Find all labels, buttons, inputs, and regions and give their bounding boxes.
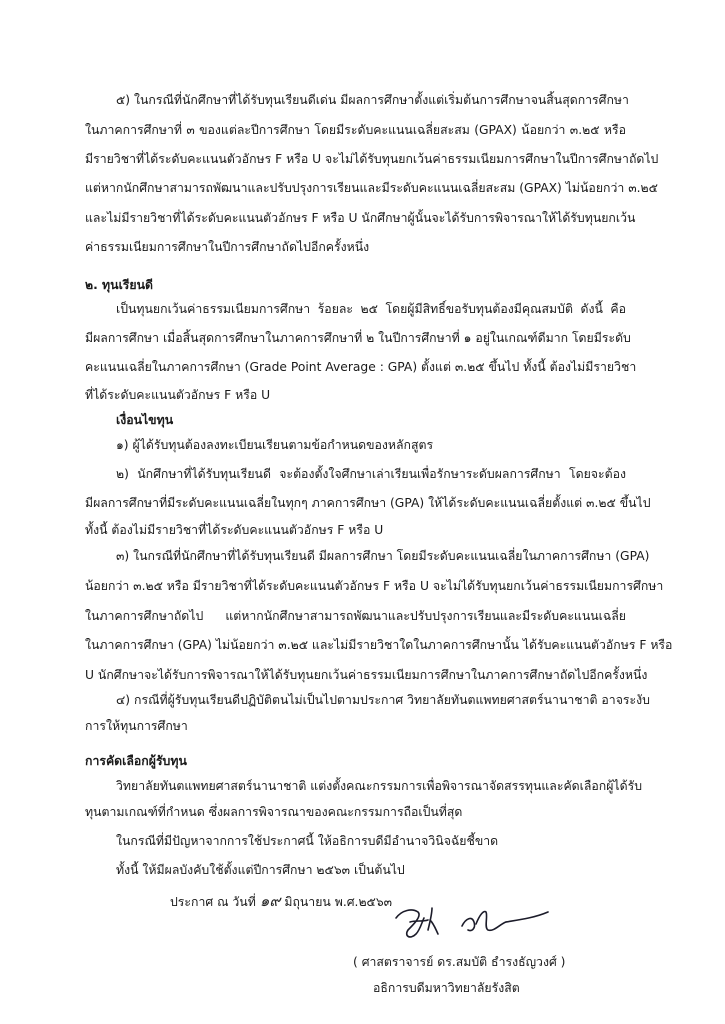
effective-clause: ทั้งนี้ ให้มีผลบังคับใช้ตั้งแต่ปีการศึกษา ๒๕๖๓ เป็นต้นไป (116, 863, 405, 877)
text-line: ค่าธรรมเนียมการศึกษาในปีการศึกษาถัดไปอีกครั้งหนึ่ง (85, 240, 370, 254)
conditions-heading: เงื่อนไขทุน (116, 413, 174, 427)
text-line: ๔) กรณีที่ผู้รับทุนเรียนดีปฏิบัติตนไม่เป็นไปตามประกาศ วิทยาลัยทันตแพทยศาสตร์นานาชาติ อาจระงับ (116, 693, 650, 707)
signatory-name: ( ศาสตราจารย์ ดร.สมบัติ ธำรงธัญวงศ์ ) (353, 955, 566, 969)
announce-day: ๑๙ (259, 892, 281, 910)
text-line: เป็นทุนยกเว้นค่าธรรมเนียมการศึกษา ร้อยละ ๒๕ โดยผู้มีสิทธิ์ขอรับทุนต้องมีคุณสมบัติ ดังนี้ คือ (116, 302, 626, 316)
condition-1: ๑) ผู้ได้รับทุนต้องลงทะเบียนเรียนตามข้อกำหนดของหลักสูตร (116, 438, 434, 452)
announce-prefix: ประกาศ ณ วันที่ (170, 895, 256, 909)
dispute-clause: ในกรณีที่มีปัญหาจากการใช้ประกาศนี้ ให้อธิการบดีมีอำนาจวินิจฉัยชี้ขาด (116, 834, 499, 848)
signature-image (388, 900, 558, 944)
text-line: ๓) ในกรณีที่นักศึกษาที่ได้รับทุนเรียนดี มีผลการศึกษา โดยมีระดับคะแนนเฉลี่ยในภาคการศึกษา (GPA) (116, 549, 650, 563)
announce-suffix: มิถุนายน พ.ศ.๒๕๖๓ (284, 895, 393, 909)
text-line: มีรายวิชาที่ได้ระดับคะแนนตัวอักษร F หรือ U จะไม่ได้รับทุนยกเว้นค่าธรรมเนียมการศึกษาในปีการศึกษาถัดไป (85, 152, 659, 166)
text-line: U นักศึกษาจะได้รับการพิจารณาให้ได้รับทุนยกเว้นค่าธรรมเนียมการศึกษาในภาคการศึกษาถัดไปอีกครั้งหนึ่ง (85, 668, 648, 682)
text-line: น้อยกว่า ๓.๒๕ หรือ มีรายวิชาที่ได้ระดับคะแนนตัวอักษร F หรือ U จะไม่ได้รับทุนยกเว้นค่าธรรมเนียมการศึกษา (85, 579, 664, 593)
text-line: ที่ได้ระดับคะแนนตัวอักษร F หรือ U (85, 388, 271, 402)
text-line: มีผลการศึกษาที่มีระดับคะแนนเฉลี่ยในทุกๆ ภาคการศึกษา (GPA) ให้ได้ระดับคะแนนเฉลี่ยตั้งแต่ ๓.๒๕ ขึ้นไป (85, 496, 651, 510)
text-line: คะแนนเฉลี่ยในภาคการศึกษา (Grade Point Average : GPA) ตั้งแต่ ๓.๒๕ ขึ้นไป ทั้งนี้ ต้องไม่มีรายวิชา (85, 360, 637, 374)
announce-date (170, 893, 392, 910)
text-line: ๕) ในกรณีที่นักศึกษาที่ได้รับทุนเรียนดีเด่น มีผลการศึกษาตั้งแต่เริ่มต้นการศึกษาจนสิ้นสุดการศึกษา (116, 93, 629, 107)
text-line: และไม่มีรายวิชาที่ได้ระดับคะแนนตัวอักษร F หรือ U นักศึกษาผู้นั้นจะได้รับการพิจารณาให้ได้รับทุนยกเว้น (85, 211, 636, 225)
text-line: การให้ทุนการศึกษา (85, 719, 188, 733)
text-line: ๒) นักศึกษาที่ได้รับทุนเรียนดี จะต้องตั้งใจศึกษาเล่าเรียนเพื่อรักษาระดับผลการศึกษา โดยจะต้อง (116, 467, 626, 481)
text-line: ทุนตามเกณฑ์ที่กำหนด ซึ่งผลการพิจารณาของคณะกรรมการถือเป็นที่สุด (85, 805, 463, 819)
text-line: แต่หากนักศึกษาสามารถพัฒนาและปรับปรุงการเรียนและมีระดับคะแนนเฉลี่ยสะสม (GPAX) ไม่น้อยกว่า ๓.๒๕ (85, 181, 658, 195)
text-line: ในภาคการศึกษาถัดไป แต่หากนักศึกษาสามารถพัฒนาและปรับปรุงการเรียนและมีระดับคะแนนเฉลี่ย (85, 609, 626, 623)
text-line: ในภาคการศึกษาที่ ๓ ของแต่ละปีการศึกษา โดยมีระดับคะแนนเฉลี่ยสะสม (GPAX) น้อยกว่า ๓.๒๕ หรือ (85, 123, 626, 137)
text-line: มีผลการศึกษา เมื่อสิ้นสุดการศึกษาในภาคการศึกษาที่ ๒ ในปีการศึกษาที่ ๑ อยู่ในเกณฑ์ดีมาก โดยมีระดับ (85, 331, 631, 345)
signatory-position: อธิการบดีมหาวิทยาลัยรังสิต (373, 981, 520, 995)
selection-heading: การคัดเลือกผู้รับทุน (85, 754, 187, 768)
text-line: ทั้งนี้ ต้องไม่มีรายวิชาที่ได้ระดับคะแนนตัวอักษร F หรือ U (85, 523, 384, 537)
section-heading: ๒. ทุนเรียนดี (85, 278, 153, 292)
text-line: ในภาคการศึกษา (GPA) ไม่น้อยกว่า ๓.๒๕ และไม่มีรายวิชาใดในภาคการศึกษานั้น ได้รับคะแนนตัวอักษร F หรือ (85, 638, 673, 652)
text-line: วิทยาลัยทันตแพทยศาสตร์นานาชาติ แต่งตั้งคณะกรรมการเพื่อพิจารณาจัดสรรทุนและคัดเลือกผู้ได้รับ (116, 779, 643, 793)
